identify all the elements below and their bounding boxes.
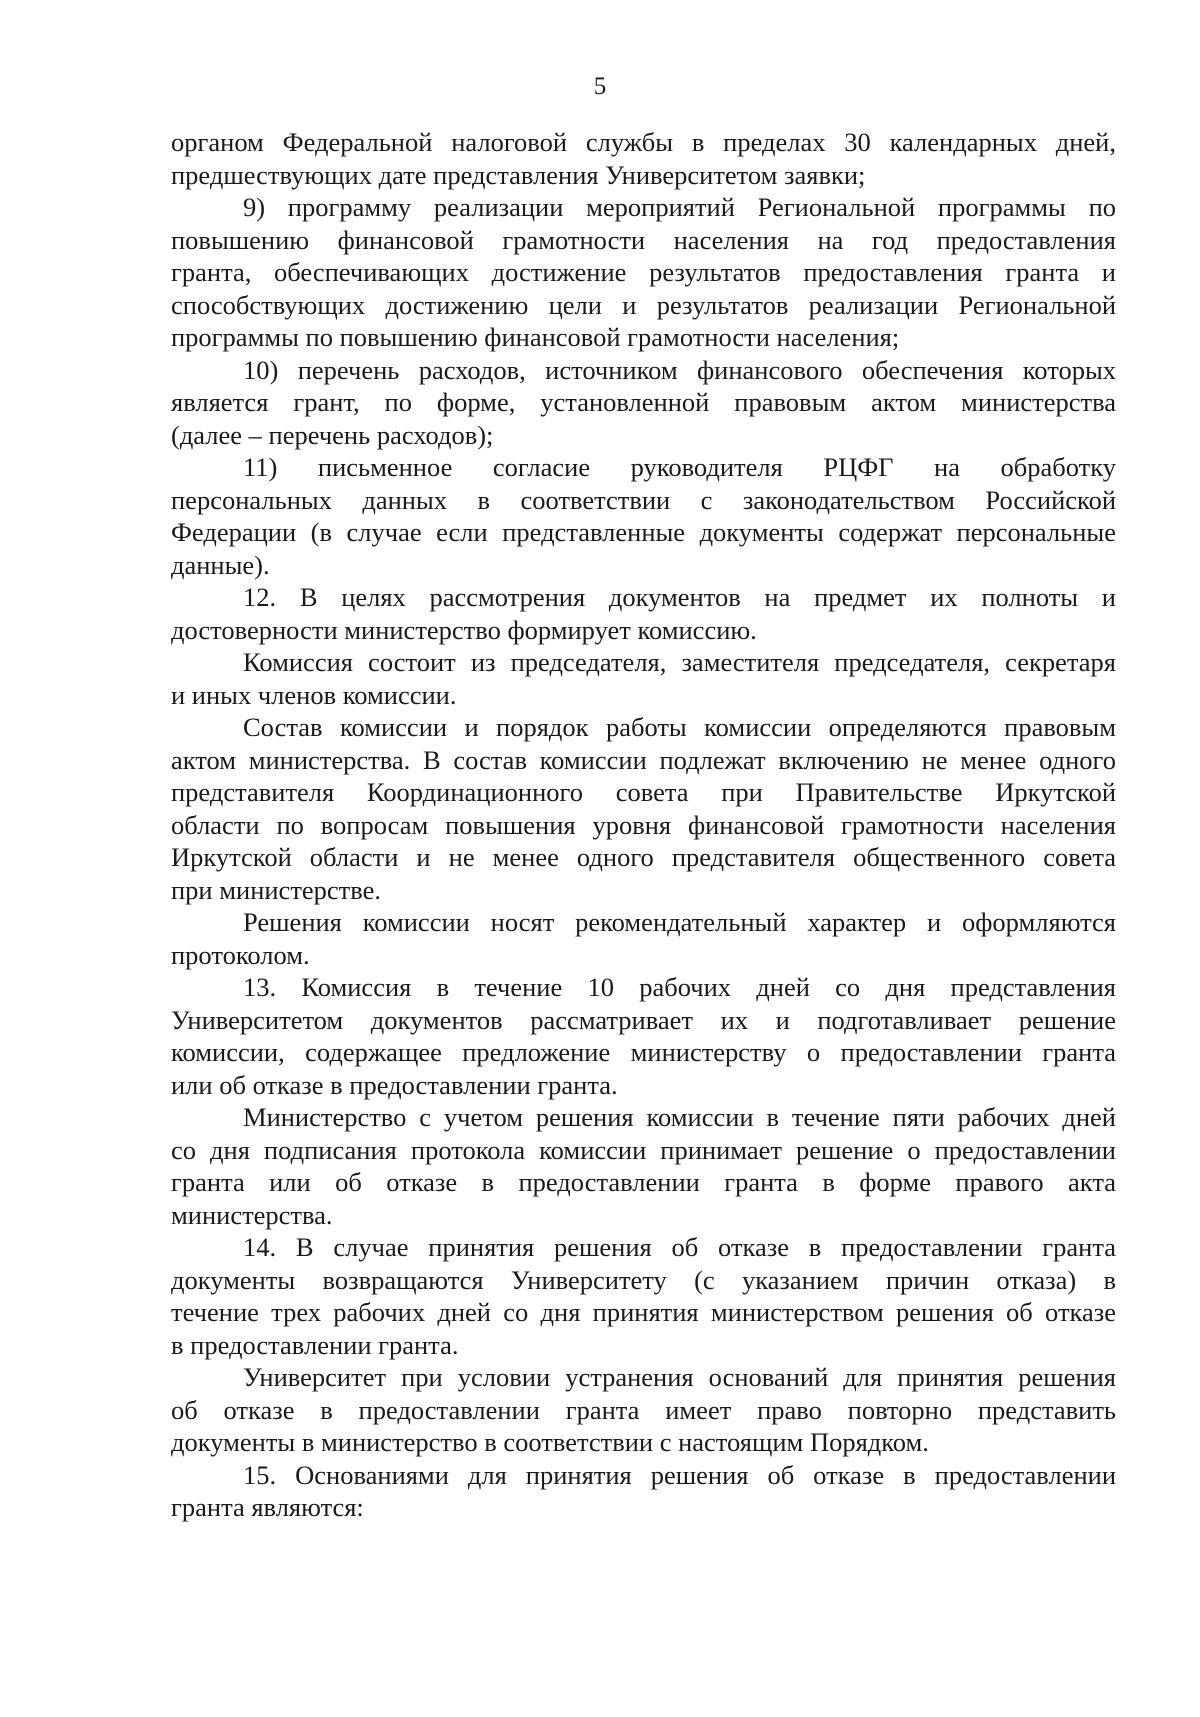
text-line: течение трех рабочих дней со дня принятия министерством решения об отказе [171, 1297, 1116, 1327]
text-line: органом Федеральной налоговой службы в пределах 30 календарных дней, [171, 127, 1116, 157]
text-line: способствующих достижению цели и результатов реализации Региональной [171, 289, 1116, 320]
paragraph [171, 906, 1116, 971]
text-line: со дня подписания протокола комиссии принимает решение о предоставлении [171, 1134, 1116, 1165]
text-line: достоверности министерство формирует комиссию. [171, 614, 757, 645]
text-line: 12. В целях рассмотрения документов на предмет их полноты и [243, 582, 1116, 612]
paragraph [171, 191, 1116, 354]
text-line: Университет при условии устранения оснований для принятия решения [243, 1362, 1116, 1392]
text-line: персональных данных в соответствии с законодательством Российской [171, 484, 1116, 515]
text-line: протоколом. [171, 939, 310, 970]
paragraph [171, 581, 1116, 646]
text-line: 10) перечень расходов, источником финансового обеспечения которых [243, 354, 1116, 385]
text-line: предшествующих дате представления Университетом заявки; [171, 159, 866, 190]
text-line: является грант, по форме, установленной правовым актом министерства [171, 387, 1116, 417]
text-line: комиссии, содержащее предложение министерству о предоставлении гранта [171, 1037, 1116, 1067]
paragraph [171, 971, 1116, 1101]
paragraph [171, 646, 1116, 711]
page-number: 5 [593, 73, 607, 100]
paragraph [171, 1101, 1116, 1231]
text-line: (далее – перечень расходов); [171, 419, 494, 450]
text-line: 15. Основаниями для принятия решения об отказе в предоставлении [243, 1459, 1116, 1490]
paragraph [171, 354, 1116, 452]
text-line: в предоставлении гранта. [171, 1329, 459, 1360]
text-line: данные). [171, 549, 270, 580]
text-line: документы в министерство в соответствии с настоящим Порядком. [171, 1427, 929, 1457]
text-line: документы возвращаются Университету (с указанием причин отказа) в [171, 1264, 1116, 1295]
text-line: 13. Комиссия в течение 10 рабочих дней со дня представления [243, 972, 1116, 1002]
text-line: гранта, обеспечивающих достижение результатов предоставления гранта и [171, 257, 1116, 287]
paragraph [171, 1459, 1116, 1524]
text-line: или об отказе в предоставлении гранта. [171, 1069, 618, 1100]
paragraph [171, 1231, 1116, 1361]
text-line: Иркутской области и не менее одного представителя общественного совета [171, 842, 1116, 872]
text-line: повышению финансовой грамотности населения на год предоставления [171, 224, 1116, 255]
text-line: гранта или об отказе в предоставлении гранта в форме правого акта [171, 1167, 1116, 1197]
text-line: 14. В случае принятия решения об отказе в предоставлении гранта [243, 1232, 1116, 1262]
text-line: гранта являются: [171, 1492, 364, 1522]
text-line: Решения комиссии носят рекомендательный характер и оформляются [243, 907, 1116, 937]
text-line: Университетом документов рассматривает их и подготавливает решение [171, 1004, 1116, 1035]
text-line: представителя Координационного совета при Правительстве Иркутской [171, 777, 1116, 807]
text-line: Состав комиссии и порядок работы комиссии определяются правовым [243, 712, 1116, 742]
text-line: и иных членов комиссии. [171, 679, 457, 710]
paragraph [171, 1361, 1116, 1459]
text-line: 11) письменное согласие руководителя РЦФГ на обработку [243, 452, 1116, 482]
text-line: Министерство с учетом решения комиссии в течение пяти рабочих дней [243, 1102, 1116, 1132]
paragraph [171, 126, 1116, 191]
text-line: актом министерства. В состав комиссии подлежат включению не менее одного [171, 744, 1116, 775]
text-line: программы по повышению финансовой грамотности населения; [171, 322, 900, 352]
text-line: министерства. [171, 1199, 333, 1230]
text-line: области по вопросам повышения уровня финансовой грамотности населения [171, 809, 1116, 840]
text-line: об отказе в предоставлении гранта имеет право повторно представить [171, 1394, 1116, 1425]
text-line: Комиссия состоит из председателя, заместителя председателя, секретаря [243, 647, 1116, 677]
text-line: Федерации (в случае если представленные документы содержат персональные [171, 517, 1116, 547]
text-line: при министерстве. [171, 874, 381, 905]
text-line: 9) программу реализации мероприятий Региональной программы по [243, 192, 1116, 222]
paragraph [171, 451, 1116, 581]
paragraph [171, 711, 1116, 906]
document-body [171, 126, 1116, 1524]
